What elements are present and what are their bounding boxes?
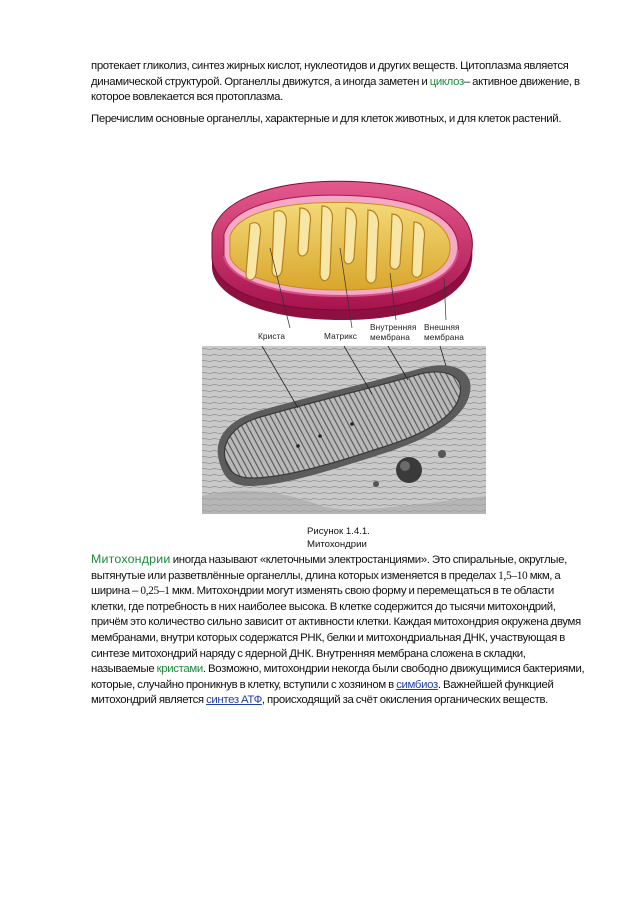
paragraph-mitochondria <box>91 552 591 709</box>
paragraph-text: протекает гликолиз, синтез жирных кислот, нуклеотидов и других веществ. Цитоплазма является динамической структурой. Органеллы движутся, а иногда заметен и <box>91 60 569 88</box>
link-atp-synthesis[interactable]: синтез АТФ <box>206 694 262 707</box>
figure-caption <box>307 525 370 551</box>
width-range: 0,25–1 <box>140 585 170 598</box>
paragraph-text: , происходящий за счёт окисления органических веществ. <box>261 694 548 707</box>
paragraph-text: мкм, а ширина – <box>91 569 561 598</box>
label-crista: Криста <box>258 331 286 341</box>
paragraph-text: мкм. Митохондрии могут изменять свою форму и перемещаться в те области клетки, где потребность в них наиболее высока. В клетке содержится до тысячи митохондрий, причём это количество сильно зависит от активности клетки. Каждая митохондрия окружена двумя мембранами, внутри которых содержатся РНК, белки и митохондриальная ДНК, участвующая в синтезе митохондрий наряду с ядерной ДНК. Внутренняя мембрана сложена в складки, называемые <box>91 585 581 676</box>
label-outer-membrane-1: Внешняя <box>424 322 460 332</box>
mitochondrion-micrograph <box>202 346 486 514</box>
paragraph-cytoplasm <box>91 59 591 106</box>
link-cristae[interactable]: кристами <box>156 663 203 676</box>
label-outer-membrane-2: мембрана <box>424 332 464 342</box>
figure-mitochondria <box>202 178 486 518</box>
paragraph-text: иногда называют «клеточными электростанциями». Это спиральные, округлые, вытянутые или разветвлённые органеллы, длина которых изменяется в пределах <box>91 554 567 582</box>
label-matrix: Матрикс <box>324 331 358 341</box>
link-cyclosis[interactable]: циклоз <box>429 75 464 88</box>
paragraph-text: – активное движение, в которое вовлекается вся протоплазма. <box>91 75 580 104</box>
paragraph-organelles-intro: Перечислим основные органеллы, характерные и для клеток животных, и для клеток растений. <box>91 113 562 125</box>
link-mitochondria[interactable]: Митохондрии <box>91 552 171 566</box>
caption-line-title: Митохондрии <box>307 539 367 550</box>
length-range: 1,5–10 <box>498 569 528 582</box>
link-symbiosis[interactable]: симбиоз <box>396 678 438 691</box>
paragraph-text: . Возможно, митохондрии некогда были свободно движущимися бактериями, которые, случайно проникнув в клетку, вступили с хозяином в <box>91 663 585 691</box>
label-inner-membrane-2: мембрана <box>370 332 410 342</box>
label-inner-membrane-1: Внутренняя <box>370 322 417 332</box>
caption-line-number: Рисунок 1.4.1. <box>307 526 370 537</box>
paragraph-text: . Важнейшей функцией митохондрий является <box>91 678 554 707</box>
